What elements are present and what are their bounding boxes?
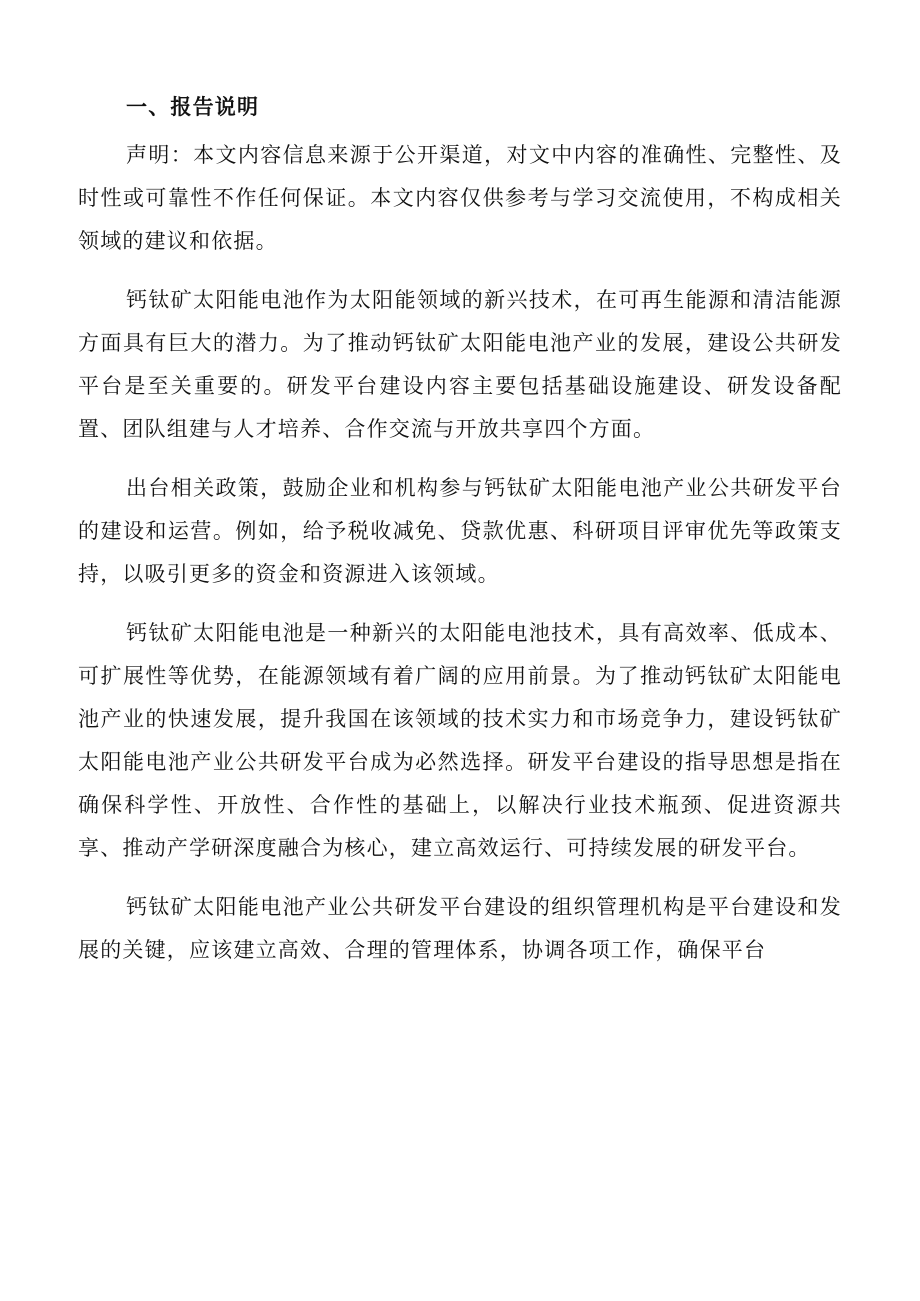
- section-heading: 一、报告说明: [126, 95, 260, 119]
- paragraph-disclaimer: 声明：本文内容信息来源于公开渠道，对文中内容的准确性、完整性、及时性或可靠性不作任何保证。本文内容仅供参考与学习交流使用，不构成相关领域的建议和依据。: [78, 143, 842, 253]
- paragraph-guiding-idea: 钙钛矿太阳能电池是一种新兴的太阳能电池技术，具有高效率、低成本、可扩展性等优势，在能源领域有着广阔的应用前景。为了推动钙钛矿太阳能电池产业的快速发展，提升我国在该领域的技术实力和市场竞争力，建设钙钛矿太阳能电池产业公共研发平台成为必然选择。研发平台建设的指导思想是指在确保科学性、开放性、合作性的基础上，以解决行业技术瓶颈、促进资源共享、推动产学研深度融合为核心，建立高效运行、可持续发展的研发平台。: [78, 621, 842, 860]
- document-body: [78, 92, 842, 988]
- paragraph-intro: 钙钛矿太阳能电池作为太阳能领域的新兴技术，在可再生能源和清洁能源方面具有巨大的潜力。为了推动钙钛矿太阳能电池产业的发展，建设公共研发平台是至关重要的。研发平台建设内容主要包括基础设施建设、研发设备配置、团队组建与人才培养、合作交流与开放共享四个方面。: [78, 288, 842, 441]
- paragraph-organization: 钙钛矿太阳能电池产业公共研发平台建设的组织管理机构是平台建设和发展的关键，应该建立高效、合理的管理体系，协调各项工作，确保平台: [78, 895, 842, 962]
- paragraph-policy: 出台相关政策，鼓励企业和机构参与钙钛矿太阳能电池产业公共研发平台的建设和运营。例如，给予税收减免、贷款优惠、科研项目评审优先等政策支持，以吸引更多的资金和资源进入该领域。: [78, 476, 842, 586]
